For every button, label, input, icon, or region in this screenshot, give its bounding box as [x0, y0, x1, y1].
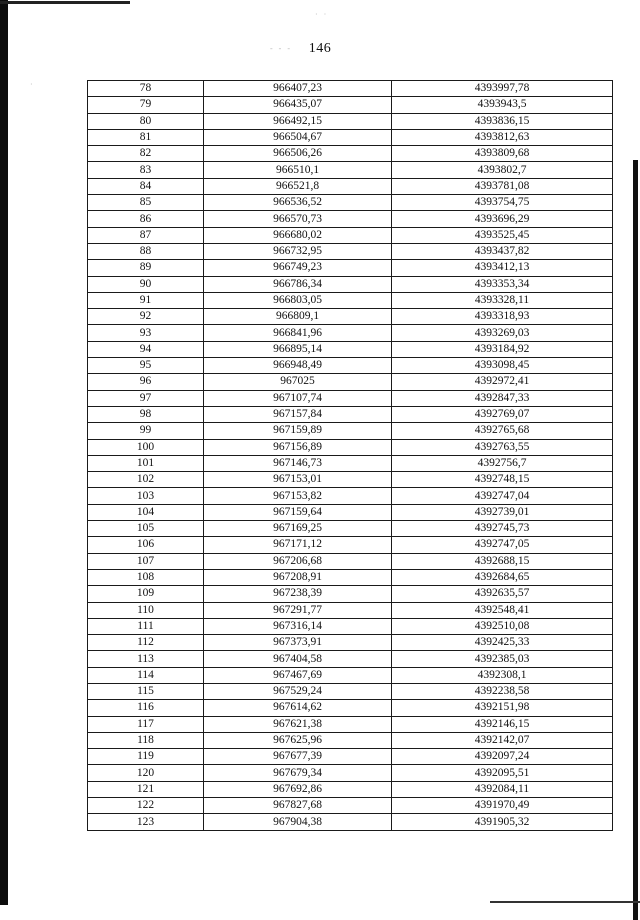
x-coordinate-cell: 967171,12 — [204, 537, 392, 553]
x-coordinate-cell: 966809,1 — [204, 309, 392, 325]
point-number-cell: 91 — [88, 292, 204, 308]
table-row — [88, 683, 613, 699]
table-row — [88, 178, 613, 194]
point-number-cell: 116 — [88, 700, 204, 716]
x-coordinate-cell: 967614,62 — [204, 700, 392, 716]
point-number-cell: 121 — [88, 781, 204, 797]
point-number-cell: 94 — [88, 341, 204, 357]
y-coordinate-cell: 4392142,07 — [392, 732, 613, 748]
y-coordinate-cell: 4393437,82 — [392, 243, 613, 259]
y-coordinate-cell: 4393812,63 — [392, 129, 613, 145]
y-coordinate-cell: 4393318,93 — [392, 309, 613, 325]
x-coordinate-cell: 966786,34 — [204, 276, 392, 292]
x-coordinate-cell: 967904,38 — [204, 814, 392, 830]
y-coordinate-cell: 4392972,41 — [392, 374, 613, 390]
x-coordinate-cell: 966895,14 — [204, 341, 392, 357]
y-coordinate-cell: 4392748,15 — [392, 472, 613, 488]
x-coordinate-cell: 967025 — [204, 374, 392, 390]
table-row — [88, 700, 613, 716]
table-row — [88, 586, 613, 602]
table-row — [88, 341, 613, 357]
y-coordinate-cell: 4392684,65 — [392, 569, 613, 585]
x-coordinate-cell: 967692,86 — [204, 781, 392, 797]
y-coordinate-cell: 4393802,7 — [392, 162, 613, 178]
y-coordinate-cell: 4393412,13 — [392, 260, 613, 276]
y-coordinate-cell: 4393943,5 — [392, 97, 613, 113]
point-number-cell: 112 — [88, 635, 204, 651]
table-row — [88, 781, 613, 797]
point-number-cell: 122 — [88, 798, 204, 814]
point-number-cell: 108 — [88, 569, 204, 585]
point-number-cell: 100 — [88, 439, 204, 455]
point-number-cell: 105 — [88, 521, 204, 537]
table-row — [88, 651, 613, 667]
scan-edge-right — [633, 160, 638, 920]
table-row — [88, 146, 613, 162]
x-coordinate-cell: 967677,39 — [204, 749, 392, 765]
table-row — [88, 374, 613, 390]
y-coordinate-cell: 4392385,03 — [392, 651, 613, 667]
point-number-cell: 84 — [88, 178, 204, 194]
x-coordinate-cell: 966570,73 — [204, 211, 392, 227]
x-coordinate-cell: 967316,14 — [204, 618, 392, 634]
point-number-cell: 102 — [88, 472, 204, 488]
point-number-cell: 101 — [88, 455, 204, 471]
table-row — [88, 521, 613, 537]
x-coordinate-cell: 967169,25 — [204, 521, 392, 537]
x-coordinate-cell: 967157,84 — [204, 406, 392, 422]
point-number-cell: 120 — [88, 765, 204, 781]
point-number-cell: 87 — [88, 227, 204, 243]
y-coordinate-cell: 4392739,01 — [392, 504, 613, 520]
table-row — [88, 162, 613, 178]
table-row — [88, 749, 613, 765]
table-row — [88, 129, 613, 145]
point-number-cell: 107 — [88, 553, 204, 569]
point-number-cell: 81 — [88, 129, 204, 145]
table-row — [88, 439, 613, 455]
point-number-cell: 93 — [88, 325, 204, 341]
table-row — [88, 455, 613, 471]
y-coordinate-cell: 4393754,75 — [392, 195, 613, 211]
x-coordinate-cell: 967206,68 — [204, 553, 392, 569]
y-coordinate-cell: 4392308,1 — [392, 667, 613, 683]
point-number-cell: 80 — [88, 113, 204, 129]
point-number-cell: 111 — [88, 618, 204, 634]
point-number-cell: 89 — [88, 260, 204, 276]
x-coordinate-cell: 967238,39 — [204, 586, 392, 602]
y-coordinate-cell: 4392747,05 — [392, 537, 613, 553]
point-number-cell: 83 — [88, 162, 204, 178]
x-coordinate-cell: 966841,96 — [204, 325, 392, 341]
point-number-cell: 114 — [88, 667, 204, 683]
y-coordinate-cell: 4391905,32 — [392, 814, 613, 830]
scan-edge-left — [0, 0, 8, 905]
table-row — [88, 618, 613, 634]
y-coordinate-cell: 4392425,33 — [392, 635, 613, 651]
coordinates-table-body — [88, 81, 613, 831]
y-coordinate-cell: 4393997,78 — [392, 81, 613, 97]
y-coordinate-cell: 4392747,04 — [392, 488, 613, 504]
y-coordinate-cell: 4392765,68 — [392, 423, 613, 439]
x-coordinate-cell: 966803,05 — [204, 292, 392, 308]
x-coordinate-cell: 967467,69 — [204, 667, 392, 683]
point-number-cell: 92 — [88, 309, 204, 325]
table-row — [88, 488, 613, 504]
table-row — [88, 537, 613, 553]
table-row — [88, 423, 613, 439]
point-number-cell: 104 — [88, 504, 204, 520]
table-row — [88, 765, 613, 781]
point-number-cell: 106 — [88, 537, 204, 553]
y-coordinate-cell: 4393269,03 — [392, 325, 613, 341]
page-number: 146 — [308, 41, 332, 56]
table-row — [88, 814, 613, 830]
x-coordinate-cell: 967625,96 — [204, 732, 392, 748]
x-coordinate-cell: 966521,8 — [204, 178, 392, 194]
point-number-cell: 82 — [88, 146, 204, 162]
y-coordinate-cell: 4392688,15 — [392, 553, 613, 569]
x-coordinate-cell: 967146,73 — [204, 455, 392, 471]
point-number-cell: 90 — [88, 276, 204, 292]
point-number-cell: 99 — [88, 423, 204, 439]
point-number-cell: 96 — [88, 374, 204, 390]
y-coordinate-cell: 4392084,11 — [392, 781, 613, 797]
table-row — [88, 732, 613, 748]
x-coordinate-cell: 967291,77 — [204, 602, 392, 618]
point-number-cell: 117 — [88, 716, 204, 732]
table-row — [88, 276, 613, 292]
table-row — [88, 309, 613, 325]
scan-rule-bottom — [490, 901, 640, 903]
y-coordinate-cell: 4392745,73 — [392, 521, 613, 537]
y-coordinate-cell: 4392095,51 — [392, 765, 613, 781]
table-row — [88, 716, 613, 732]
point-number-cell: 98 — [88, 406, 204, 422]
table-row — [88, 97, 613, 113]
point-number-cell: 79 — [88, 97, 204, 113]
x-coordinate-cell: 966492,15 — [204, 113, 392, 129]
x-coordinate-cell: 967404,58 — [204, 651, 392, 667]
point-number-cell: 88 — [88, 243, 204, 259]
point-number-cell: 113 — [88, 651, 204, 667]
x-coordinate-cell: 967827,68 — [204, 798, 392, 814]
table-row — [88, 390, 613, 406]
table-row — [88, 472, 613, 488]
y-coordinate-cell: 4393696,29 — [392, 211, 613, 227]
table-row — [88, 406, 613, 422]
y-coordinate-cell: 4392763,55 — [392, 439, 613, 455]
x-coordinate-cell: 967208,91 — [204, 569, 392, 585]
x-coordinate-cell: 966504,67 — [204, 129, 392, 145]
table-row — [88, 227, 613, 243]
scan-smudge: · — [30, 80, 35, 89]
point-number-cell: 78 — [88, 81, 204, 97]
point-number-cell: 123 — [88, 814, 204, 830]
x-coordinate-cell: 966536,52 — [204, 195, 392, 211]
y-coordinate-cell: 4392146,15 — [392, 716, 613, 732]
point-number-cell: 97 — [88, 390, 204, 406]
x-coordinate-cell: 967621,38 — [204, 716, 392, 732]
y-coordinate-cell: 4392510,08 — [392, 618, 613, 634]
y-coordinate-cell: 4391970,49 — [392, 798, 613, 814]
x-coordinate-cell: 966435,07 — [204, 97, 392, 113]
y-coordinate-cell: 4393781,08 — [392, 178, 613, 194]
point-number-cell: 115 — [88, 683, 204, 699]
point-number-cell: 95 — [88, 358, 204, 374]
table-row — [88, 113, 613, 129]
y-coordinate-cell: 4393525,45 — [392, 227, 613, 243]
y-coordinate-cell: 4393328,11 — [392, 292, 613, 308]
table-row — [88, 325, 613, 341]
y-coordinate-cell: 4392097,24 — [392, 749, 613, 765]
x-coordinate-cell: 966948,49 — [204, 358, 392, 374]
table-row — [88, 667, 613, 683]
x-coordinate-cell: 967159,89 — [204, 423, 392, 439]
scan-smudge: - - - — [270, 44, 292, 53]
table-row — [88, 602, 613, 618]
x-coordinate-cell: 967153,01 — [204, 472, 392, 488]
x-coordinate-cell: 967679,34 — [204, 765, 392, 781]
point-number-cell: 119 — [88, 749, 204, 765]
point-number-cell: 85 — [88, 195, 204, 211]
x-coordinate-cell: 967107,74 — [204, 390, 392, 406]
x-coordinate-cell: 967153,82 — [204, 488, 392, 504]
y-coordinate-cell: 4392238,58 — [392, 683, 613, 699]
point-number-cell: 110 — [88, 602, 204, 618]
y-coordinate-cell: 4393809,68 — [392, 146, 613, 162]
y-coordinate-cell: 4392151,98 — [392, 700, 613, 716]
x-coordinate-cell: 966732,95 — [204, 243, 392, 259]
y-coordinate-cell: 4392635,57 — [392, 586, 613, 602]
y-coordinate-cell: 4392548,41 — [392, 602, 613, 618]
y-coordinate-cell: 4393353,34 — [392, 276, 613, 292]
table-row — [88, 553, 613, 569]
scan-smudge: · · — [315, 10, 329, 19]
point-number-cell: 118 — [88, 732, 204, 748]
y-coordinate-cell: 4392847,33 — [392, 390, 613, 406]
point-number-cell: 109 — [88, 586, 204, 602]
y-coordinate-cell: 4393184,92 — [392, 341, 613, 357]
coordinates-table — [87, 80, 613, 831]
x-coordinate-cell: 967156,89 — [204, 439, 392, 455]
table-row — [88, 504, 613, 520]
y-coordinate-cell: 4393098,45 — [392, 358, 613, 374]
table-row — [88, 211, 613, 227]
x-coordinate-cell: 966510,1 — [204, 162, 392, 178]
y-coordinate-cell: 4393836,15 — [392, 113, 613, 129]
y-coordinate-cell: 4392769,07 — [392, 406, 613, 422]
table-row — [88, 195, 613, 211]
table-row — [88, 798, 613, 814]
x-coordinate-cell: 967159,64 — [204, 504, 392, 520]
table-row — [88, 635, 613, 651]
y-coordinate-cell: 4392756,7 — [392, 455, 613, 471]
x-coordinate-cell: 966680,02 — [204, 227, 392, 243]
x-coordinate-cell: 967529,24 — [204, 683, 392, 699]
table-row — [88, 81, 613, 97]
x-coordinate-cell: 966749,23 — [204, 260, 392, 276]
table-row — [88, 569, 613, 585]
table-row — [88, 292, 613, 308]
x-coordinate-cell: 967373,91 — [204, 635, 392, 651]
x-coordinate-cell: 966407,23 — [204, 81, 392, 97]
table-row — [88, 243, 613, 259]
point-number-cell: 86 — [88, 211, 204, 227]
x-coordinate-cell: 966506,26 — [204, 146, 392, 162]
scan-rule-top — [0, 1, 130, 4]
point-number-cell: 103 — [88, 488, 204, 504]
table-row — [88, 260, 613, 276]
table-row — [88, 358, 613, 374]
